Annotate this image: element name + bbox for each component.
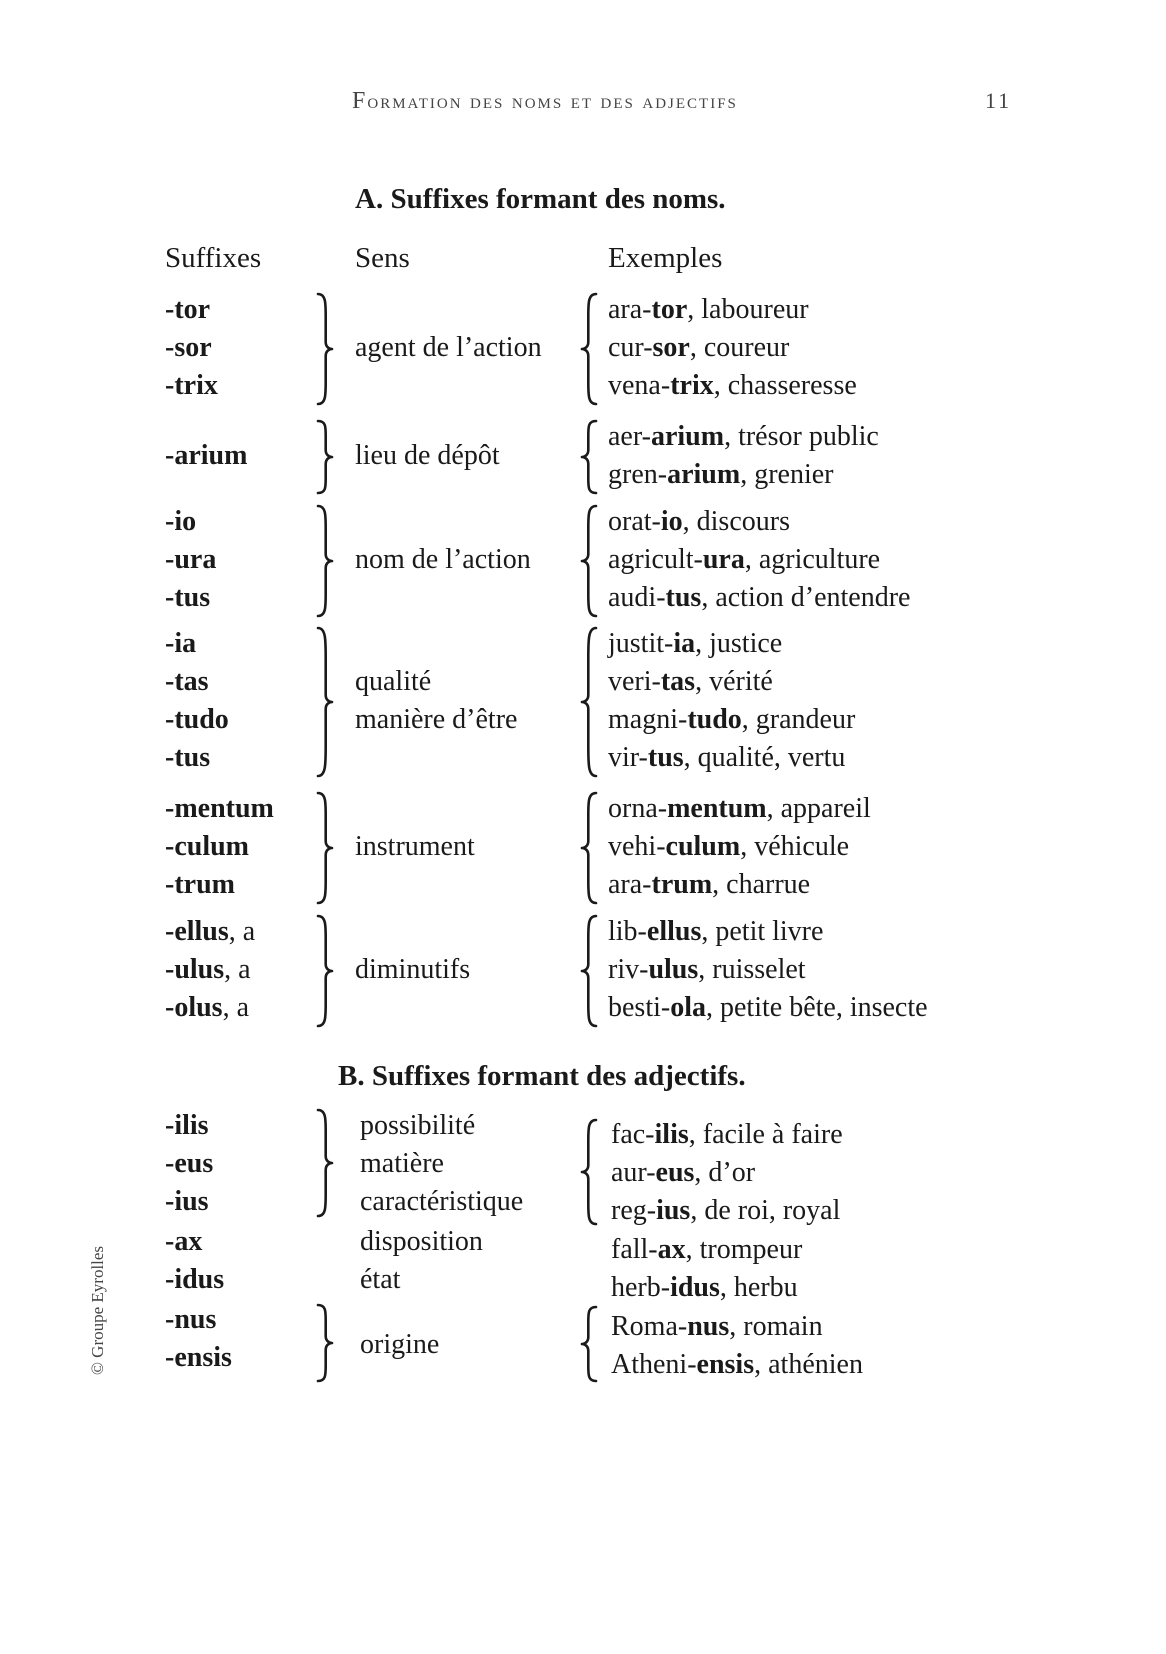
section-b-title: B. Suffixes formant des adjectifs.	[338, 1060, 746, 1092]
left-brace	[582, 294, 596, 404]
suffix-item	[165, 1106, 209, 1146]
sens-item: état	[360, 1264, 401, 1295]
suffix-text: -mentum	[165, 793, 274, 824]
example-suffix: io	[660, 506, 683, 537]
suffix-item	[165, 1338, 232, 1378]
sens-item: lieu de dépôt	[355, 440, 500, 471]
suffix-item	[165, 436, 247, 476]
suffix-item	[165, 1182, 209, 1222]
example-item	[608, 988, 928, 1028]
example-item	[608, 290, 809, 330]
example-stem: audi-	[608, 582, 666, 613]
suffix-text: -sor	[165, 332, 212, 363]
example-item	[608, 455, 833, 495]
sens-item: diminutifs	[355, 954, 471, 985]
example-suffix: trix	[670, 370, 714, 401]
example-gloss: , petite bête, insecte	[706, 992, 928, 1023]
example-item	[608, 624, 782, 664]
suffix-text: -ius	[165, 1186, 209, 1217]
example-item	[611, 1230, 802, 1270]
example-stem: lib-	[608, 916, 647, 947]
example-stem: herb-	[611, 1272, 671, 1303]
suffix-text: -nus	[165, 1304, 217, 1335]
example-stem: fall-	[611, 1234, 658, 1265]
sens-item: qualité	[355, 666, 432, 697]
suffix-item	[165, 578, 210, 618]
example-stem: agricult-	[608, 544, 703, 575]
example-suffix: ellus	[646, 916, 702, 947]
example-stem: ara-	[608, 294, 652, 325]
suffix-item	[165, 328, 212, 368]
example-stem: magni-	[608, 704, 688, 735]
suffix-gender: , a	[228, 916, 256, 947]
suffix-text: -tas	[165, 666, 209, 697]
running-head-rest: ormation des noms et des adjectifs	[367, 88, 738, 113]
right-brace	[318, 628, 332, 776]
example-stem: vehi-	[608, 831, 666, 862]
example-gloss: , grenier	[740, 459, 834, 490]
example-item	[608, 700, 855, 740]
example-suffix: ilis	[654, 1119, 689, 1150]
suffix-text: -ia	[165, 628, 197, 659]
example-suffix: ax	[657, 1234, 686, 1265]
suffix-text: -culum	[165, 831, 249, 862]
sens-item: nom de l’action	[355, 544, 531, 575]
example-stem: justit-	[608, 628, 674, 659]
suffix-text: -tus	[165, 742, 211, 773]
example-gloss: , charrue	[712, 869, 811, 900]
suffix-item	[165, 1260, 224, 1300]
suffix-item	[165, 865, 235, 905]
left-brace	[582, 628, 596, 776]
example-stem: Atheni-	[611, 1349, 697, 1380]
example-suffix: mentum	[667, 793, 767, 824]
example-item	[608, 502, 790, 542]
right-brace	[318, 294, 332, 404]
example-gloss: , justice	[695, 628, 783, 659]
suffix-item	[165, 366, 218, 406]
suffix-text: -ensis	[165, 1342, 232, 1373]
example-gloss: , action d’entendre	[701, 582, 911, 613]
suffix-item	[165, 827, 249, 867]
sens-item: possibilité	[360, 1110, 476, 1141]
suffix-text: -trix	[165, 370, 218, 401]
suffix-item	[165, 1222, 202, 1262]
sens-item: agent de l’action	[355, 332, 542, 363]
example-item	[608, 540, 880, 580]
example-stem: veri-	[608, 666, 661, 697]
right-brace	[318, 421, 332, 493]
sens-item: origine	[360, 1329, 440, 1360]
example-gloss: , appareil	[766, 793, 871, 824]
example-gloss: , romain	[729, 1311, 823, 1342]
suffix-item	[165, 502, 196, 542]
example-suffix: ia	[673, 628, 696, 659]
right-brace	[318, 1305, 332, 1381]
suffix-text: -tudo	[165, 704, 229, 735]
suffix-item	[165, 624, 196, 664]
example-item	[611, 1153, 755, 1193]
suffix-item	[165, 290, 210, 330]
suffix-text: -tor	[165, 294, 211, 325]
example-suffix: tus	[647, 742, 684, 773]
suffix-text: -tus	[165, 582, 211, 613]
left-brace	[582, 1307, 596, 1381]
example-gloss: , ruisselet	[698, 954, 806, 985]
example-gloss: , petit livre	[701, 916, 824, 947]
suffix-item	[165, 988, 249, 1028]
sens-item: caractéristique	[360, 1186, 524, 1217]
example-stem: aer-	[608, 421, 651, 452]
example-stem: vena-	[608, 370, 671, 401]
sens-item: manière d’être	[355, 704, 518, 735]
example-suffix: tus	[665, 582, 702, 613]
example-item	[608, 827, 849, 867]
copyright-note: © Groupe Eyrolles	[88, 1245, 107, 1375]
suffix-text: -arium	[165, 440, 248, 471]
example-item	[608, 789, 871, 829]
example-suffix: ura	[702, 544, 745, 575]
example-stem: orat-	[608, 506, 661, 537]
example-item	[608, 578, 910, 618]
example-stem: reg-	[611, 1195, 657, 1226]
right-brace	[318, 793, 332, 903]
example-stem: cur-	[608, 332, 653, 363]
example-gloss: , trésor public	[724, 421, 879, 452]
example-stem: vir-	[608, 742, 648, 773]
example-suffix: nus	[687, 1311, 730, 1342]
example-suffix: tudo	[687, 704, 742, 735]
suffix-item	[165, 738, 210, 778]
left-brace	[582, 421, 596, 493]
example-suffix: arium	[667, 459, 741, 490]
example-suffix: ensis	[696, 1349, 755, 1380]
suffix-item	[165, 540, 216, 580]
example-gloss: , véhicule	[740, 831, 850, 862]
example-item	[611, 1115, 843, 1155]
example-item	[608, 662, 773, 702]
example-gloss: , facile à faire	[688, 1119, 843, 1150]
example-item	[608, 865, 810, 905]
example-stem: Roma-	[611, 1311, 688, 1342]
running-head	[352, 88, 738, 115]
example-gloss: , d’or	[694, 1157, 756, 1188]
example-gloss: , agriculture	[744, 544, 881, 575]
example-suffix: sor	[652, 332, 690, 363]
section-a-title: A. Suffixes formant des noms.	[355, 183, 726, 215]
running-head-initial: F	[352, 88, 368, 114]
left-brace	[582, 506, 596, 616]
sens-item: matière	[360, 1148, 444, 1179]
example-stem: orna-	[608, 793, 668, 824]
left-brace	[582, 916, 596, 1026]
example-item	[611, 1268, 798, 1308]
example-gloss: , herbu	[719, 1272, 798, 1303]
suffix-item	[165, 700, 229, 740]
suffix-item	[165, 912, 255, 952]
sens-item: instrument	[355, 831, 475, 862]
left-brace	[582, 793, 596, 903]
right-brace	[318, 916, 332, 1026]
example-suffix: ulus	[648, 954, 699, 985]
example-stem: ara-	[608, 869, 652, 900]
example-gloss: , athénien	[754, 1349, 863, 1380]
example-suffix: trum	[651, 869, 713, 900]
sens-item: disposition	[360, 1226, 483, 1257]
example-item	[608, 738, 845, 778]
example-stem: besti-	[608, 992, 671, 1023]
example-stem: fac-	[611, 1119, 655, 1150]
example-suffix: eus	[655, 1157, 695, 1188]
left-brace	[582, 1120, 596, 1224]
example-suffix: culum	[665, 831, 741, 862]
example-stem: riv-	[608, 954, 649, 985]
column-header-sens: Sens	[355, 242, 410, 274]
example-stem: gren-	[608, 459, 668, 490]
example-suffix: ius	[656, 1195, 691, 1226]
suffix-text: -ilis	[165, 1110, 209, 1141]
example-gloss: , grandeur	[741, 704, 856, 735]
example-item	[608, 366, 857, 406]
suffix-text: -olus	[165, 992, 223, 1023]
suffix-text: -ulus	[165, 954, 225, 985]
example-stem: aur-	[611, 1157, 656, 1188]
suffix-gender: , a	[222, 992, 250, 1023]
right-brace	[318, 506, 332, 616]
suffix-text: -io	[165, 506, 197, 537]
example-suffix: ola	[670, 992, 706, 1023]
suffix-item	[165, 950, 251, 990]
example-suffix: idus	[670, 1272, 720, 1303]
example-item	[611, 1307, 823, 1347]
suffix-text: -ura	[165, 544, 217, 575]
suffix-text: -idus	[165, 1264, 225, 1295]
suffix-item	[165, 1300, 216, 1340]
suffix-text: -trum	[165, 869, 235, 900]
example-gloss: , vérité	[695, 666, 773, 697]
example-gloss: , de roi, royal	[690, 1195, 841, 1226]
example-gloss: , chasseresse	[713, 370, 857, 401]
suffix-gender: , a	[224, 954, 251, 985]
column-header-suffixes: Suffixes	[165, 242, 262, 274]
example-gloss: , qualité, vertu	[683, 742, 846, 773]
example-gloss: , discours	[682, 506, 790, 537]
page-number: 11	[985, 88, 1013, 113]
example-item	[611, 1191, 840, 1231]
suffix-text: -ellus	[165, 916, 229, 947]
example-item	[611, 1345, 863, 1385]
example-suffix: tor	[651, 294, 688, 325]
example-gloss: , coureur	[689, 332, 790, 363]
suffix-item	[165, 789, 274, 829]
column-header-exemples: Exemples	[608, 242, 723, 274]
suffix-item	[165, 662, 209, 702]
suffix-text: -ax	[165, 1226, 203, 1257]
example-item	[608, 328, 789, 368]
suffix-item	[165, 1144, 213, 1184]
example-suffix: tas	[660, 666, 696, 697]
example-item	[608, 912, 823, 952]
example-item	[608, 417, 879, 457]
example-gloss: , laboureur	[687, 294, 809, 325]
example-suffix: arium	[650, 421, 725, 452]
right-brace	[318, 1110, 332, 1216]
suffix-text: -eus	[165, 1148, 214, 1179]
example-item	[608, 950, 806, 990]
example-gloss: , trompeur	[685, 1234, 803, 1265]
